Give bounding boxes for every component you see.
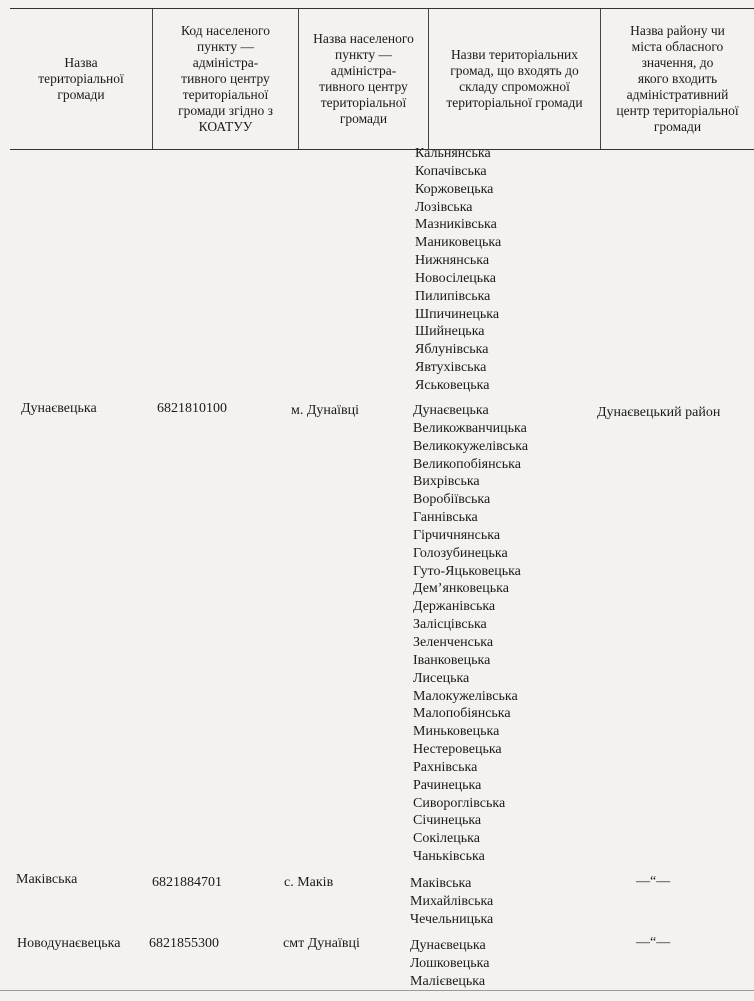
community-list-item: Маківська: [410, 876, 472, 891]
row1-koatuu-code: 6821810100: [157, 401, 227, 416]
community-list-item: Пилипівська: [415, 288, 491, 304]
row3-koatuu-code: 6821855300: [149, 936, 219, 951]
community-list-item: Великожванчицька: [413, 420, 527, 436]
row1-communities-bottom-list: [413, 402, 528, 866]
row3-community-name: Новодунаєвецька: [17, 936, 121, 951]
table-header: [10, 8, 754, 150]
community-list-item: Рачинецька: [413, 777, 482, 793]
community-list-item: Малієвецька: [410, 973, 486, 989]
row2-communities-list: [410, 875, 493, 929]
community-list-item: Нижнянська: [415, 253, 490, 269]
community-list-item: Чаньківська: [413, 849, 485, 865]
community-list-item: Маниковецька: [415, 235, 502, 251]
header-koatuu-code: Код населеного пункту — адміністра- тивного центру територіальної громади згідно з КОАТУУ: [152, 9, 298, 149]
community-list-item: Шпичинецька: [415, 306, 500, 322]
community-list-item: Коржовецька: [415, 181, 494, 197]
community-list-item: Явтухівська: [415, 360, 487, 376]
community-list-item: Рахнівська: [413, 759, 478, 775]
community-list-item: Зеленченська: [413, 634, 494, 650]
community-list-item: Яськовецька: [415, 377, 490, 393]
row1-admin-center: м. Дунаївці: [291, 403, 359, 418]
community-list-item: Великопобіянська: [413, 456, 521, 472]
row1-communities-top-list: [415, 145, 501, 395]
community-list-item: Сокілецька: [413, 831, 480, 847]
community-list-item: Михайлівська: [410, 893, 494, 909]
community-list-item: Миньковецька: [413, 724, 500, 740]
community-list-item: Голозубинецька: [413, 545, 508, 561]
community-list-item: Великокужелівська: [413, 438, 529, 454]
community-list-item: Сивороглівська: [413, 795, 506, 811]
community-list-item: Новосілецька: [415, 270, 496, 286]
community-list-item: Лозівська: [415, 199, 473, 215]
row2-koatuu-code: 6821884701: [152, 875, 222, 890]
page-bottom-divider: [0, 990, 754, 991]
row2-admin-center: с. Маків: [284, 875, 334, 890]
community-list-item: Залісцівська: [413, 617, 487, 633]
community-list-item: Гуто-Яцьковецька: [413, 563, 521, 579]
row1-district: Дунаєвецький район: [597, 405, 721, 420]
community-list-item: Копачівська: [415, 163, 487, 179]
community-list-item: Дунаєвецька: [413, 403, 489, 418]
community-list-item: Лисецька: [413, 670, 470, 686]
header-admin-center: Назва населеного пункту — адміністра- тивного центру територіальної громади: [298, 9, 428, 149]
row2-community-name: Маківська: [16, 872, 78, 887]
community-list-item: Лошковецька: [410, 955, 490, 971]
header-member-communities: Назви територіальних громад, що входять до складу спроможної територіальної громади: [428, 9, 600, 149]
header-community-name: Назва територіальної громади: [38, 55, 124, 102]
community-list-item: Гірчичнянська: [413, 527, 501, 543]
community-list-item: Дем’янковецька: [413, 581, 509, 597]
row2-district: —“—: [636, 874, 671, 889]
community-list-item: Яблунівська: [415, 342, 489, 358]
header-district: Назва району чи міста обласного значення, до якого входить адміністративний центр територіальної громади: [600, 9, 754, 149]
community-list-item: Січинецька: [413, 813, 482, 829]
community-list-item: Нестеровецька: [413, 742, 502, 758]
community-list-item: Воробіївська: [413, 492, 491, 508]
row3-district: —“—: [636, 935, 671, 950]
community-list-item: Чечельницька: [410, 911, 494, 927]
row1-community-name: Дунаєвецька: [21, 401, 97, 416]
community-list-item: Шийнецька: [415, 324, 485, 340]
community-list-item: Ганнівська: [413, 510, 478, 526]
row3-admin-center: смт Дунаївці: [283, 936, 360, 951]
row3-communities-list: [410, 937, 489, 991]
community-list-item: Іванковецька: [413, 652, 491, 668]
community-list-item: Дунаєвецька: [410, 938, 486, 953]
community-list-item: Держанівська: [413, 599, 496, 615]
community-list-item: Мазниківська: [415, 217, 497, 233]
community-list-item: Малопобіянська: [413, 706, 511, 722]
community-list-item: Вихрівська: [413, 474, 480, 490]
community-list-item: Малокужелівська: [413, 688, 518, 704]
community-list-item: Кальнянська: [415, 146, 491, 161]
